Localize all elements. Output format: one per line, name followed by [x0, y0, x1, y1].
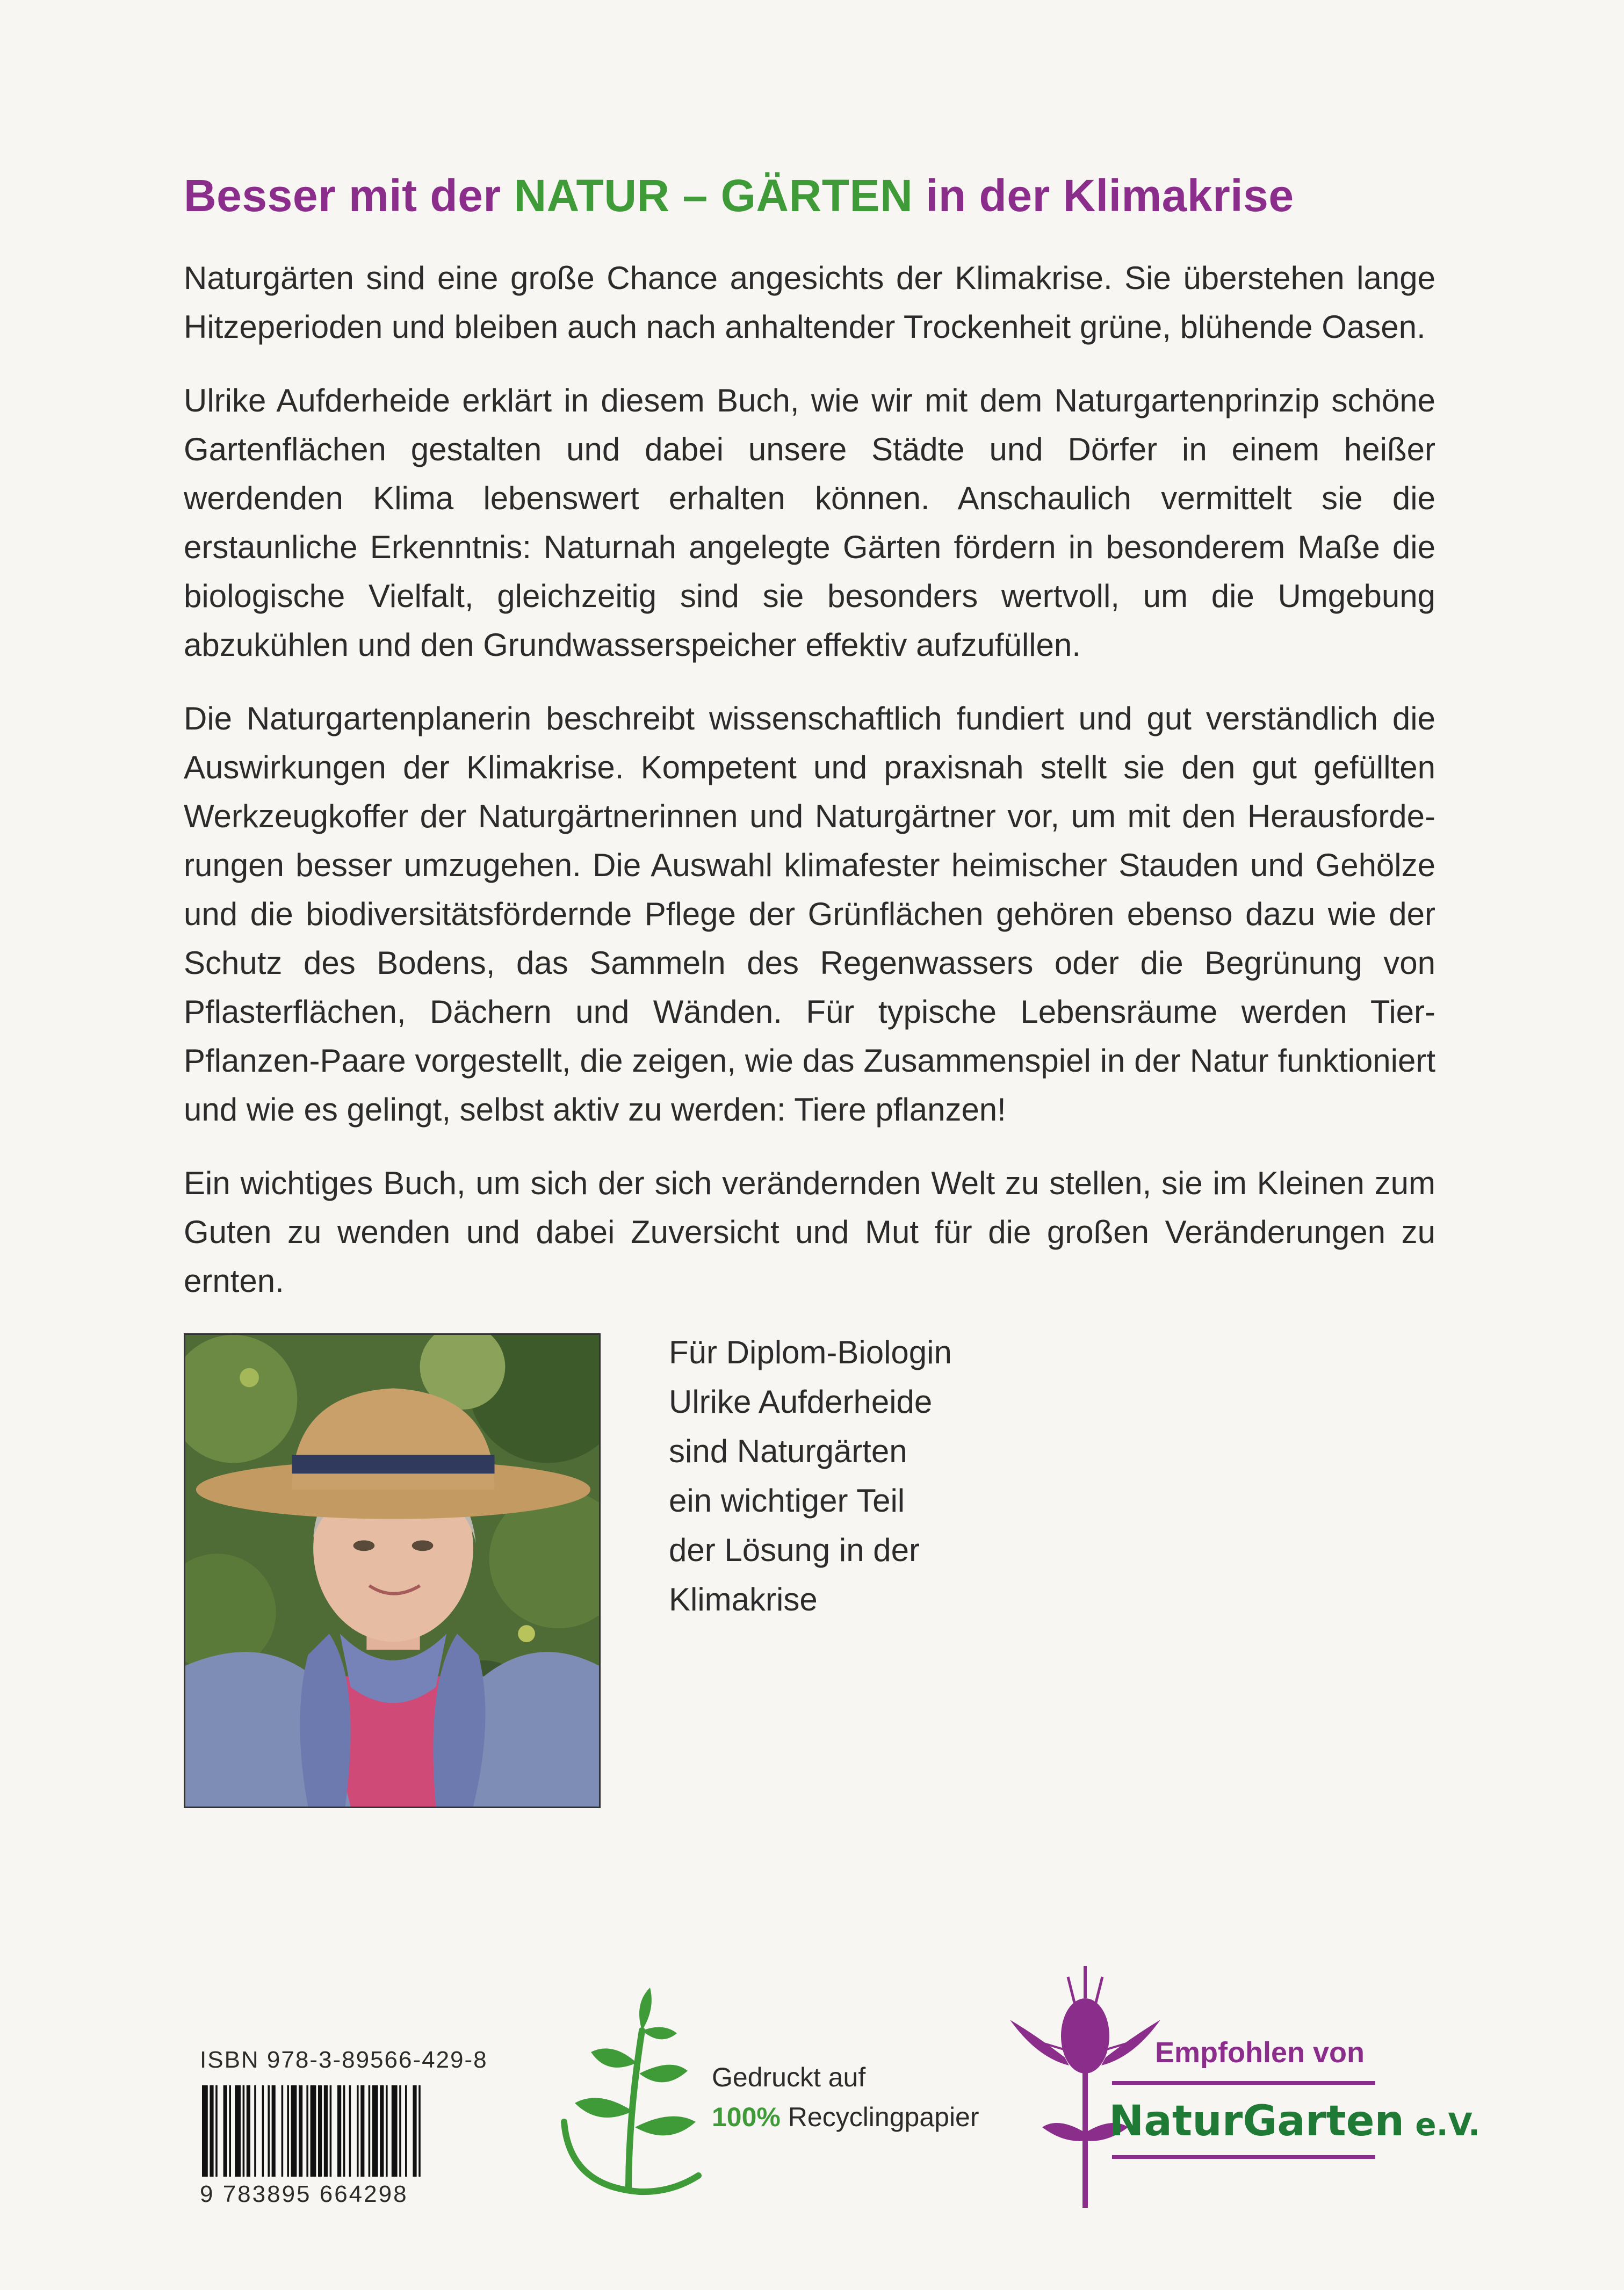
- blurb-paragraph-4: Ein wichtiges Buch, um sich der sich verändernden Welt zu stellen, sie im Kleinen zum Guten zu wenden und dabei Zuversicht und Mut für die großen Veränderungen zu ernten.: [184, 1165, 1435, 1299]
- headline-part-1: Besser mit der: [184, 170, 514, 221]
- author-caption: [669, 1328, 1045, 1624]
- barcode-bar: [418, 2085, 421, 2177]
- barcode-bar: [202, 2085, 208, 2177]
- caption-line-1: Für Diplom-Biologin: [669, 1334, 952, 1370]
- badge-divider-top: [1112, 2081, 1375, 2085]
- barcode-bar: [243, 2085, 245, 2177]
- caption-line-3: sind Naturgärten: [669, 1433, 907, 1469]
- blurb-paragraph-2: Ulrike Aufderheide erklärt in diesem Buch, wie wir mit dem Naturgartenprinzip schöne Gartenflächen gestalten und dabei unsere Städte und Dörfer in einem heißer werdenden Klima lebenswert erhalten können. Anschaulich vermittelt sie die erstaunliche Erkenntnis: Naturnah angelegte Gärten fördern in besonderem Maße die biologische Vielfalt, gleichzeitig sind sie besonders wertvoll, um die Umgebung abzukühlen und den Grundwasserspeicher effektiv aufzufüllen.: [184, 382, 1435, 663]
- barcode-bar: [343, 2085, 345, 2177]
- barcode-bar: [272, 2085, 276, 2177]
- barcode-bar: [386, 2085, 388, 2177]
- barcode-bar: [223, 2085, 227, 2177]
- barcode-bar: [330, 2085, 332, 2177]
- recycling-percent: 100%: [712, 2102, 781, 2132]
- blurb-text: [184, 254, 1435, 1330]
- isbn-label: ISBN 978-3-89566-429-8: [200, 2047, 488, 2073]
- barcode-bar: [287, 2085, 289, 2177]
- headline-highlight: NATUR – GÄRTEN: [514, 170, 913, 221]
- recycling-paper-label: Recyclingpapier: [780, 2102, 979, 2132]
- barcode-bar: [262, 2085, 264, 2177]
- naturgarten-ev-badge: [1005, 1955, 1481, 2213]
- barcode-bar: [324, 2085, 328, 2177]
- barcode-bar: [306, 2085, 308, 2177]
- barcode-bar: [380, 2085, 384, 2177]
- recycling-line-2: [712, 2101, 979, 2133]
- barcode-bar: [229, 2085, 231, 2177]
- caption-line-2: Ulrike Aufderheide: [669, 1384, 933, 1420]
- barcode-bar: [291, 2085, 297, 2177]
- barcode-bar: [268, 2085, 270, 2177]
- headline-part-3: in der Klimakrise: [913, 170, 1294, 221]
- blurb-paragraph-3: Die Naturgartenplanerin beschreibt wissenschaftlich fundiert und gut verständlich die Auswirkungen der Klimakrise. Kompetent und praxisnah stellt sie den gut gefüllten Werkzeugkoffer der Naturgärtnerinnen und Naturgärtner vor, um mit den Herausforderungen besser umzugehen. Die Auswahl klimafester heimischer Stauden und Gehölze und die biodiversitätsfördernde Pflege der Grünflächen gehören ebenso dazu wie der Schutz des Bodens, das Sammeln des Regenwassers oder die Begrünung von Pflasterflächen, Dächern und Wänden. Für typische Lebensräume werden Tier-Pflanzen-Paare vorgestellt, die zeigen, wie das Zusammenspiel in der Natur funktioniert und wie es gelingt, selbst aktiv zu werden: Tiere pflanzen!: [184, 700, 1435, 1128]
- caption-line-4: ein wichtiger Teil: [669, 1483, 905, 1519]
- barcode-bar: [282, 2085, 284, 2177]
- plant-sprout-icon: [548, 1982, 709, 2197]
- barcode-bar: [405, 2085, 407, 2177]
- naturgarten-suffix: e.V.: [1404, 2106, 1481, 2143]
- recycling-line-1: Gedruckt auf: [712, 2062, 866, 2092]
- barcode-bar: [360, 2085, 364, 2177]
- barcode-bar: [349, 2085, 351, 2177]
- barcode-bar: [247, 2085, 250, 2177]
- barcode-bar: [413, 2085, 416, 2177]
- barcode-bar: [299, 2085, 302, 2177]
- isbn-barcode-block: [200, 2047, 488, 2207]
- naturgarten-logo-text: [1109, 2097, 1480, 2145]
- caption-line-5: der Lösung in der: [669, 1532, 920, 1568]
- badge-divider-bottom: [1112, 2155, 1375, 2159]
- barcode: [200, 2085, 479, 2177]
- barcode-bar: [357, 2085, 359, 2177]
- barcode-bar: [254, 2085, 256, 2177]
- barcode-bar: [318, 2085, 322, 2177]
- barcode-bar: [392, 2085, 398, 2177]
- caption-line-6: Klimakrise: [669, 1581, 818, 1617]
- author-photo: [184, 1333, 601, 1808]
- barcode-bar: [369, 2085, 371, 2177]
- barcode-bar: [311, 2085, 316, 2177]
- barcode-bar: [235, 2085, 241, 2177]
- barcode-bar: [215, 2085, 218, 2177]
- barcode-bar: [337, 2085, 341, 2177]
- author-portrait-image: [185, 1335, 599, 1807]
- barcode-bar: [399, 2085, 401, 2177]
- recycling-paper-badge: [548, 1982, 1010, 2208]
- barcode-bar: [372, 2085, 378, 2177]
- barcode-bar: [210, 2085, 213, 2177]
- headline: [184, 171, 1473, 220]
- recommended-by-label: Empfohlen von: [1155, 2036, 1365, 2069]
- barcode-digits: 9 783895 664298: [200, 2181, 408, 2207]
- blurb-paragraph-1: Naturgärten sind eine große Chance angesichts der Klimakrise. Sie überstehen lange Hitzeperioden und bleiben auch nach anhaltender Trockenheit grüne, blühende Oasen.: [184, 260, 1435, 345]
- naturgarten-name: NaturGarten: [1109, 2097, 1405, 2145]
